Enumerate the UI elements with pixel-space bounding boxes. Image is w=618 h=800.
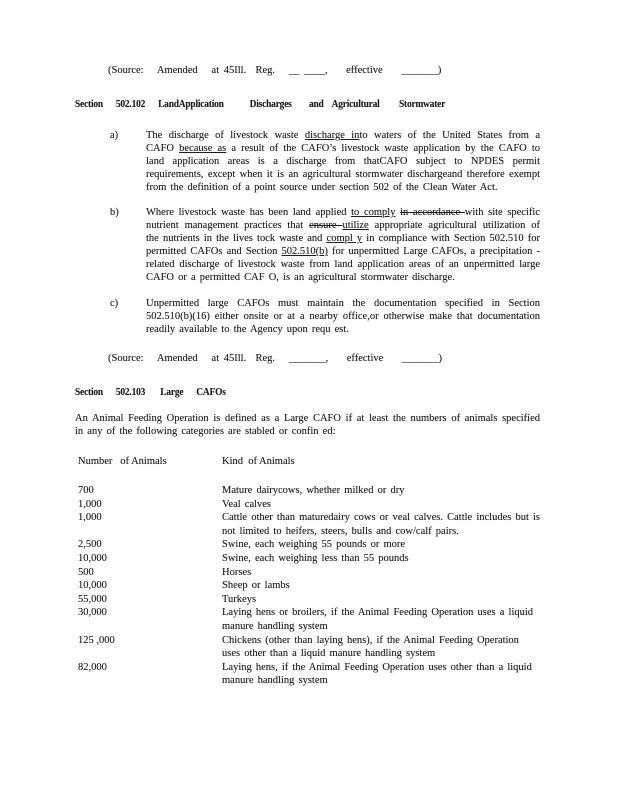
text-run: for unpermitted Large CAFOs, a precipitation -related discharge of livestock waste from land application areas of an unpermitted large CAFO or a permitted CAF O, is an agricultural stormwater discharge. xyxy=(146,246,540,283)
animal-count-cell: 10,000 xyxy=(78,552,107,564)
animal-kind-cell: Sheep or lambs xyxy=(222,580,290,592)
paragraph-c xyxy=(75,297,540,336)
text-run: in compliance with Section 502.510 for permitted CAFOs and Section xyxy=(146,233,541,257)
deleted-text: in accordance xyxy=(400,207,465,218)
animal-kind-cell: Laying hens or broilers, if the Animal Feeding Operation uses a liquid manure handling system xyxy=(222,607,534,632)
animal-count-cell: 500 xyxy=(78,566,94,578)
source-line-2: (Source: Amended at 45Ill. Reg. _______, effective _______) xyxy=(108,353,443,364)
animal-count-cell: 82,000 xyxy=(78,661,107,673)
paragraph-b-label: b) xyxy=(110,207,119,218)
animal-count-cell: 10,000 xyxy=(78,580,107,592)
animal-kind-cell: Chickens (other than laying hens), if the Animal Feeding Operation uses other than a liquid manure handling system xyxy=(222,634,519,660)
inserted-text: compl y xyxy=(326,233,363,244)
table-row xyxy=(78,566,540,580)
table-row xyxy=(78,661,540,688)
animal-kind-cell: Mature dairycows, whether milked or dry xyxy=(222,485,405,496)
table-row xyxy=(78,552,540,566)
large-cafo-definition: An Animal Feeding Operation is defined as a Large CAFO if at least the numbers of animals specified in any of the following categories are stabled or confin ed: xyxy=(75,413,540,437)
paragraph-c-label: c) xyxy=(110,298,119,309)
column-header-number-of-animals: Number of Animals xyxy=(78,456,167,467)
text-run: to waters of the United States from a CAFO xyxy=(146,130,540,154)
paragraph-c-text xyxy=(146,297,540,336)
inserted-text: discharge in xyxy=(304,130,360,141)
paragraph-a-label: a) xyxy=(110,130,119,141)
column-header-kind-of-animals: Kind of Animals xyxy=(222,456,295,467)
table-row xyxy=(78,511,540,538)
animal-kind-cell: Cattle other than maturedairy cows or veal calves. Cattle includes but is not limited to heifers, steers, bulls and cow/calf pairs. xyxy=(222,512,540,537)
paragraph-a xyxy=(75,129,540,194)
animal-kind-cell: Horses xyxy=(222,566,252,578)
animal-count-cell: 55,000 xyxy=(78,593,107,605)
table-row xyxy=(78,634,540,661)
section-heading-502-102: Section 502.102 LandApplication Discharges and Agricultural Stormwater xyxy=(75,99,446,110)
text-run: The discharge of livestock waste xyxy=(146,130,305,141)
paragraph-b xyxy=(75,206,540,284)
table-row xyxy=(78,606,540,633)
text-run: a result of the CAFO’s livestock waste application by the CAFO to land application areas is a discharge from thatCAFO subject to NPDES permit requirements, except when it is an agricultural stormwater dischargeand therefore exempt from the definition of a point source under section 502 of the Clean Water Act. xyxy=(146,143,541,193)
inserted-text: 502.510(b) xyxy=(281,246,328,257)
animal-count-cell: 30,000 xyxy=(78,607,107,619)
table-row xyxy=(78,498,540,512)
table-row xyxy=(78,593,540,607)
table-body xyxy=(78,484,540,688)
text-run: Where livestock waste has been land applied xyxy=(146,207,352,218)
section-heading-502-103: Section 502.103 Large CAFOs xyxy=(75,387,226,398)
animal-kind-cell: Turkeys xyxy=(222,593,257,605)
paragraph-a-text xyxy=(146,129,540,194)
inserted-text: because as xyxy=(179,143,227,154)
animal-kind-cell: Laying hens, if the Animal Feeding Operation uses other than a liquid manure handling system xyxy=(222,661,532,687)
animal-count-cell: 1,000 xyxy=(78,512,102,524)
animal-count-cell: 2,500 xyxy=(78,539,102,551)
animal-kind-cell: Swine, each weighing 55 pounds or more xyxy=(222,539,406,551)
animal-kind-cell: Veal calves xyxy=(222,498,272,510)
source-line-1: (Source: Amended at 45Ill. Reg. __ ____, effective _______) xyxy=(108,65,442,76)
text-run: appropriate agricultural utilization of the nutrients in the lives tock waste and xyxy=(146,220,540,244)
text-run: with site specific nutrient management practices that xyxy=(146,207,540,231)
table-row xyxy=(78,579,540,593)
text-run: Unpermitted large CAFOs must maintain the documentation specified in Section 502.510(b)(16) either onsite or at a nearby office,or otherwise make that documentation readily available to the Agency upon requ est. xyxy=(146,298,540,335)
inserted-text: to comply xyxy=(351,207,396,218)
table-header xyxy=(78,455,540,468)
paragraph-b-text xyxy=(146,206,540,284)
inserted-text: utilize xyxy=(342,220,369,231)
animal-count-cell: 1,000 xyxy=(78,498,102,510)
table-row xyxy=(78,538,540,552)
deleted-text: ensure xyxy=(309,220,343,231)
animal-count-cell: 125 ,000 xyxy=(78,634,115,646)
table-row xyxy=(78,484,540,498)
animal-kind-cell: Swine, each weighing less than 55 pounds xyxy=(222,552,409,564)
animals-table xyxy=(75,455,540,688)
animal-count-cell: 700 xyxy=(78,485,94,496)
